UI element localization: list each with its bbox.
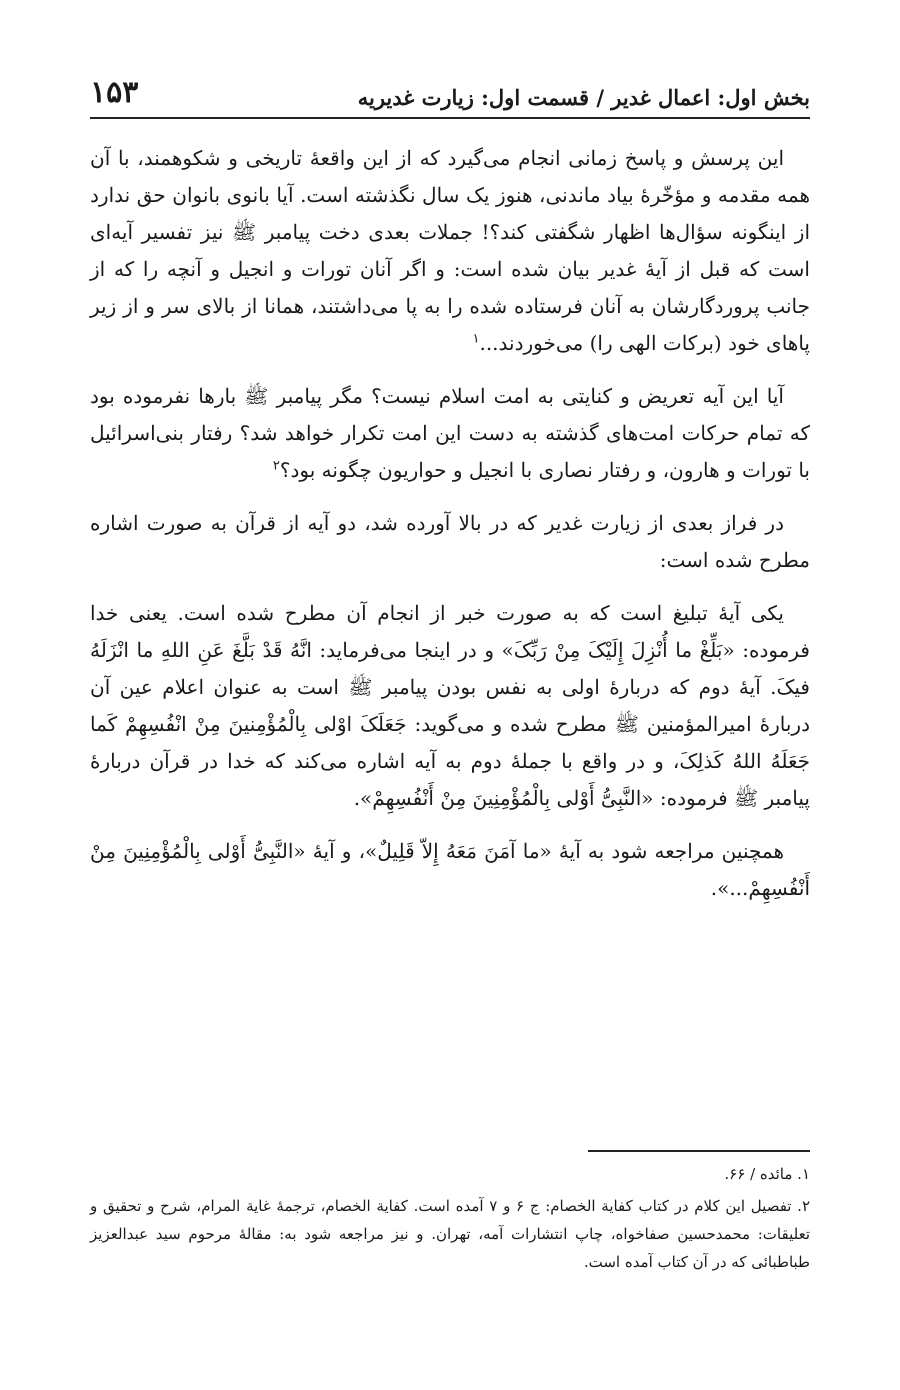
paragraph-gap xyxy=(90,817,810,833)
paragraph-gap xyxy=(90,579,810,595)
running-title: بخش اول: اعمال غدیر / قسمت اول: زیارت غدیریه xyxy=(357,85,810,110)
paragraph-gap xyxy=(90,489,810,505)
footnote: ۱. مائده / ۶۶. xyxy=(724,1165,810,1183)
paragraph xyxy=(90,140,810,362)
header-divider xyxy=(90,117,810,119)
body-text xyxy=(90,140,810,907)
paragraph-text: یکی آیهٔ تبلیغ است که به صورت خبر از انجام آن مطرح شده است. یعنی خدا فرموده: «بَلِّغْ ما أُنْزِلَ إِلَیْکَ مِنْ رَبِّکَ» و در اینجا می‌فرماید: انَّهُ قَدْ بَلَّغَ عَنِ اللهِ ما انْزَلَهُ فیکَ. آیهٔ دوم که دربارهٔ اولی به نفس بودن پیامبر ﷺ است به عنوان اعلام عین آن دربارهٔ امیرالمؤمنین ﷺ مطرح شده و می‌گوید: جَعَلَکَ اوْلی بِالْمُؤْمِنینَ مِنْ انْفُسِهِمْ کَما جَعَلَهُ اللهُ کَذلِکَ، و در واقع با جملهٔ دوم به آیه اشاره می‌کند که خدا در قرآن دربارهٔ پیامبر ﷺ فرموده: «النَّبِیُّ أَوْلی بِالْمُؤْمِنِینَ مِنْ أَنْفُسِهِمْ». xyxy=(90,601,810,810)
footnotes xyxy=(90,1160,810,1280)
paragraph-text: آیا این آیه تعریض و کنایتی به امت اسلام نیست؟ مگر پیامبر ﷺ بارها نفرموده بود که تمام حرکات امت‌های گذشته به دست این امت تکرار خواهد شد؟ رفتار بنی‌اسرائیل با تورات و هارون، و رفتار نصاری با انجیل و حواریون چگونه بود؟ xyxy=(90,384,810,482)
paragraph-gap xyxy=(90,362,810,378)
footnote-divider xyxy=(588,1150,810,1152)
page-header xyxy=(90,70,810,110)
footnote-ref[interactable]: ۲ xyxy=(272,458,280,474)
paragraph xyxy=(90,833,810,907)
paragraph-text: در فراز بعدی از زیارت غدیر که در بالا آورده شد، دو آیه از قرآن به صورت اشاره مطرح شده است: xyxy=(90,511,810,572)
paragraph-text: همچنین مراجعه شود به آیهٔ «ما آمَنَ مَعَهُ إِلاّ قَلِیلٌ»، و آیهٔ «النَّبِیُّ أَوْلی بِالْمُؤْمِنِینَ مِنْ أَنْفُسِهِمْ...». xyxy=(90,839,810,900)
paragraph xyxy=(90,595,810,817)
paragraph xyxy=(90,505,810,579)
page-number: ۱۵۳ xyxy=(90,75,139,110)
footnote: ۲. تفصیل این کلام در کتاب کفایة الخصام: ج ۶ و ۷ آمده است. کفایة الخصام، ترجمهٔ غایة المرام، شرح و تحقیق و تعلیقات: محمدحسین صفاخواه، چاپ انتشارات آمه، تهران. و نیز مراجعه شود به: مقالهٔ مرحوم سید عبدالعزیز طباطبائی که در آن کتاب آمده است. xyxy=(90,1197,811,1271)
paragraph xyxy=(90,378,810,489)
footnote-ref[interactable]: ۱ xyxy=(472,331,480,347)
paragraph-text: این پرسش و پاسخ زمانی انجام می‌گیرد که از این واقعهٔ تاریخی و شکوهمند، با آن همه مقدمه و مؤخّرهٔ بیاد ماندنی، هنوز یک سال نگذشته است. آیا بانوی بانوان حق ندارد از اینگونه سؤال‌ها اظهار شگفتی کند؟! جملات بعدی دخت پیامبر ﷺ نیز تفسیر آیه‌ای است که قبل از آیهٔ غدیر بیان شده است: و اگر آنان تورات و انجیل و آنچه را که از جانب پروردگارشان به آنان فرستاده شده را به پا می‌داشتند، همانا از بالای سر و از زیر پاهای خود (برکات الهی را) می‌خوردند... xyxy=(90,146,810,355)
